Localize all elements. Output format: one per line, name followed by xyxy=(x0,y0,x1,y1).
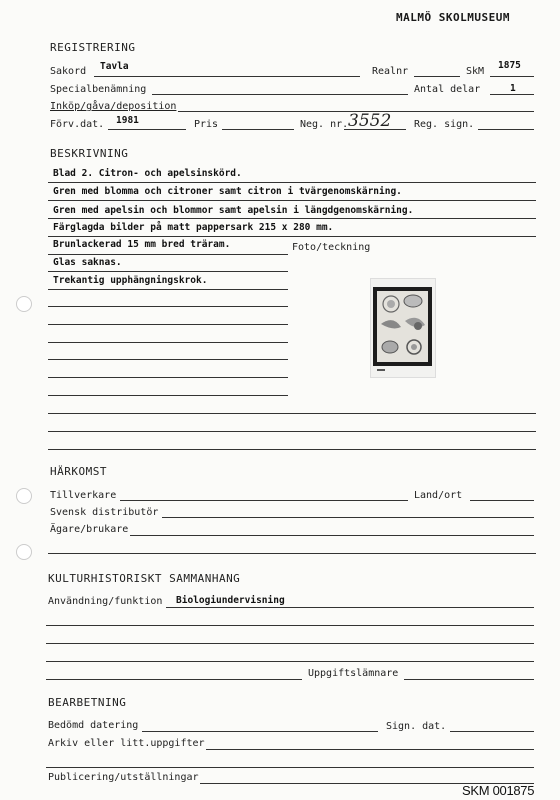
agare-label: Ägare/brukare xyxy=(50,524,129,535)
catalog-id: SKM 001875 xyxy=(462,783,535,798)
special-label: Specialbenämning xyxy=(50,84,147,95)
beskrivning-line-4: Färglagda bilder på matt pappersark 215 x 280 mm. xyxy=(53,222,334,233)
pris-label: Pris xyxy=(194,119,219,130)
sakord-label: Sakord xyxy=(50,66,87,77)
datering-label: Bedömd datering xyxy=(48,720,139,731)
beskrivning-line-7: Trekantig upphängningskrok. xyxy=(53,275,208,286)
neg-value: 3552 xyxy=(348,111,392,131)
beskrivning-line-3: Gren med apelsin och blommor samt apelsin i längdgenomskärning. xyxy=(53,205,414,216)
sakord-value: Tavla xyxy=(100,61,129,72)
beskrivning-line-1: Blad 2. Citron- och apelsinskörd. xyxy=(53,168,242,179)
punch-hole-bottom xyxy=(16,544,32,560)
arkiv-label: Arkiv eller litt.uppgifter xyxy=(48,738,205,749)
skm-label: SkM xyxy=(466,66,485,77)
harkomst-heading: HÄRKOMST xyxy=(50,465,107,478)
forv-label: Förv.dat. xyxy=(50,119,105,130)
beskrivning-heading: BESKRIVNING xyxy=(50,147,129,160)
framed-plate-image xyxy=(371,279,435,377)
neg-label: Neg. nr. xyxy=(300,119,349,130)
foto-label: Foto/teckning xyxy=(292,242,371,253)
sign-label: Sign. dat. xyxy=(386,721,447,732)
skm-value: 1875 xyxy=(498,60,521,71)
kultur-heading: KULTURHISTORISKT SAMMANHANG xyxy=(48,572,241,585)
uppgift-label: Uppgiftslämnare xyxy=(308,668,399,679)
realnr-label: Realnr xyxy=(372,66,409,77)
inkop-label: Inköp/gåva/deposition xyxy=(50,101,177,112)
beskrivning-line-2: Gren med blomma och citroner samt citron i tvärgenomskärning. xyxy=(53,186,402,197)
distributor-label: Svensk distributör xyxy=(50,507,159,518)
tillverkare-label: Tillverkare xyxy=(50,490,117,501)
museum-name: MALMÖ SKOLMUSEUM xyxy=(396,11,510,24)
anvandning-value: Biologiundervisning xyxy=(176,595,285,606)
registrering-heading: REGISTRERING xyxy=(50,41,136,54)
beskrivning-line-5: Brunlackerad 15 mm bred träram. xyxy=(53,239,231,250)
anvandning-label: Användning/funktion xyxy=(48,596,163,607)
regsign-label: Reg. sign. xyxy=(414,119,475,130)
punch-hole-middle xyxy=(16,488,32,504)
bearbetning-heading: BEARBETNING xyxy=(48,696,127,709)
land-label: Land/ort xyxy=(414,490,463,501)
antal-value: 1 xyxy=(510,83,516,94)
punch-hole-top xyxy=(16,296,32,312)
publicering-label: Publicering/utställningar xyxy=(48,772,199,783)
forv-value: 1981 xyxy=(116,115,139,126)
object-photo xyxy=(370,278,436,378)
beskrivning-line-6: Glas saknas. xyxy=(53,257,122,268)
antal-label: Antal delar xyxy=(414,84,481,95)
